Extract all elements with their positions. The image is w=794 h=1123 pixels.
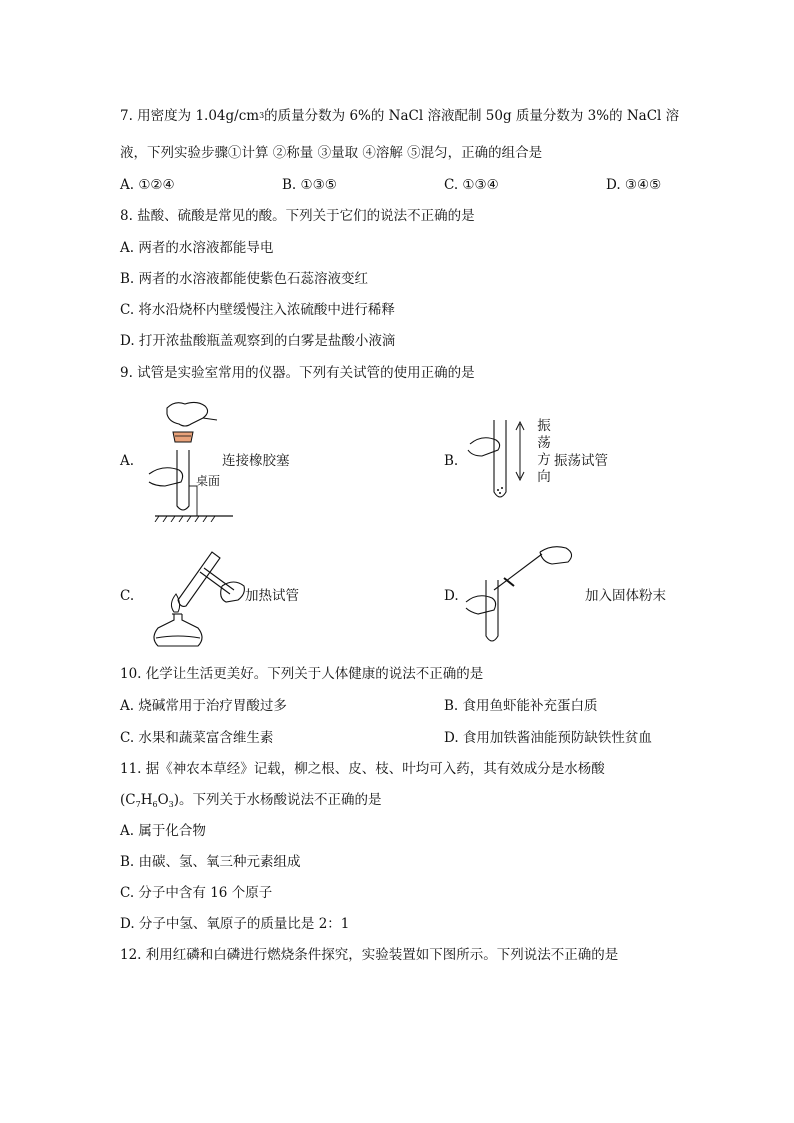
- q7-stem-line2: 液，下列实验步骤①计算 ②称量 ③量取 ④溶解 ⑤混匀，正确的组合是: [120, 145, 543, 161]
- q11-option-d: D. 分子中氢、氧原子的质量比是 2：1: [120, 916, 350, 932]
- q9-option-d-label: 加入固体粉末: [585, 588, 666, 604]
- q10-option-b: B. 食用鱼虾能补充蛋白质: [444, 698, 598, 714]
- q10-option-d: D. 食用加铁酱油能预防缺铁性贫血: [444, 730, 652, 746]
- q9-option-d-letter: D.: [444, 588, 459, 604]
- q7-stem-line1: 7. 用密度为 $1.04g/cm^3$的质量分数为 6%的 NaCl 溶液配制 50g 质量分数为 3%的 NaCl 溶: [120, 108, 680, 124]
- q8-stem: 8. 盐酸、硫酸是常见的酸。下列关于它们的说法不正确的是: [120, 208, 475, 224]
- q7-option-d: D. ③④⑤: [606, 177, 662, 193]
- q9-stem: 9. 试管是实验室常用的仪器。下列有关试管的使用正确的是: [120, 365, 475, 381]
- q12-stem: 12. 利用红磷和白磷进行燃烧条件探究，实验装置如下图所示。下列说法不正确的是: [120, 947, 619, 963]
- q7-option-b: B. ①③⑤: [282, 177, 337, 193]
- q9-option-b-label: 振荡试管: [554, 453, 608, 469]
- q9-option-b-letter: B.: [444, 453, 459, 469]
- heating-tube-illustration: [138, 542, 248, 650]
- q7-option-a: A. ①②④: [120, 177, 175, 193]
- q11-option-a: A. 属于化合物: [120, 823, 206, 839]
- q9-figure-b-dir-1: 振: [537, 418, 551, 434]
- q8-option-a: A. 两者的水溶液都能导电: [120, 240, 274, 256]
- q9-figure-d: [464, 540, 584, 650]
- q10-option-c: C. 水果和蔬菜富含维生素: [120, 730, 274, 746]
- q8-option-d: D. 打开浓盐酸瓶盖观察到的白雾是盐酸小液滴: [120, 333, 396, 349]
- q9-option-a-label: 连接橡胶塞: [222, 453, 290, 469]
- q9-option-c-label: 加热试管: [245, 588, 299, 604]
- q7-option-c: C. ①③④: [444, 177, 499, 193]
- q11-stem-line2: $(C_7H_6O_3)$。下列关于水杨酸说法不正确的是: [120, 792, 382, 809]
- q10-option-a: A. 烧碱常用于治疗胃酸过多: [120, 698, 287, 714]
- q9-figure-a-desk-label: 桌面: [196, 474, 221, 488]
- shaking-tube-illustration: [462, 416, 532, 506]
- q9-option-a-letter: A.: [120, 453, 135, 469]
- q11-option-c: C. 分子中含有 16 个原子: [120, 885, 273, 901]
- q9-figure-b: [462, 416, 532, 506]
- q9-figure-b-dir-4: 向: [537, 469, 551, 485]
- q9-figure-b-dir-2: 荡: [537, 435, 551, 451]
- q9-figure-b-dir-3: 方: [537, 452, 551, 468]
- q9-figure-c: [138, 542, 248, 650]
- q11-option-b: B. 由碳、氢、氧三种元素组成: [120, 854, 301, 870]
- q9-option-c-letter: C.: [120, 588, 135, 604]
- q8-option-b: B. 两者的水溶液都能使紫色石蕊溶液变红: [120, 271, 369, 287]
- q10-stem: 10. 化学让生活更美好。下列关于人体健康的说法不正确的是: [120, 666, 484, 682]
- q8-option-c: C. 将水沿烧杯内壁缓慢注入浓硫酸中进行稀释: [120, 302, 395, 318]
- q11-stem-line1: 11. 据《神农本草经》记载，柳之根、皮、枝、叶均可入药，其有效成分是水杨酸: [120, 761, 605, 777]
- powder-adding-illustration: [464, 540, 584, 650]
